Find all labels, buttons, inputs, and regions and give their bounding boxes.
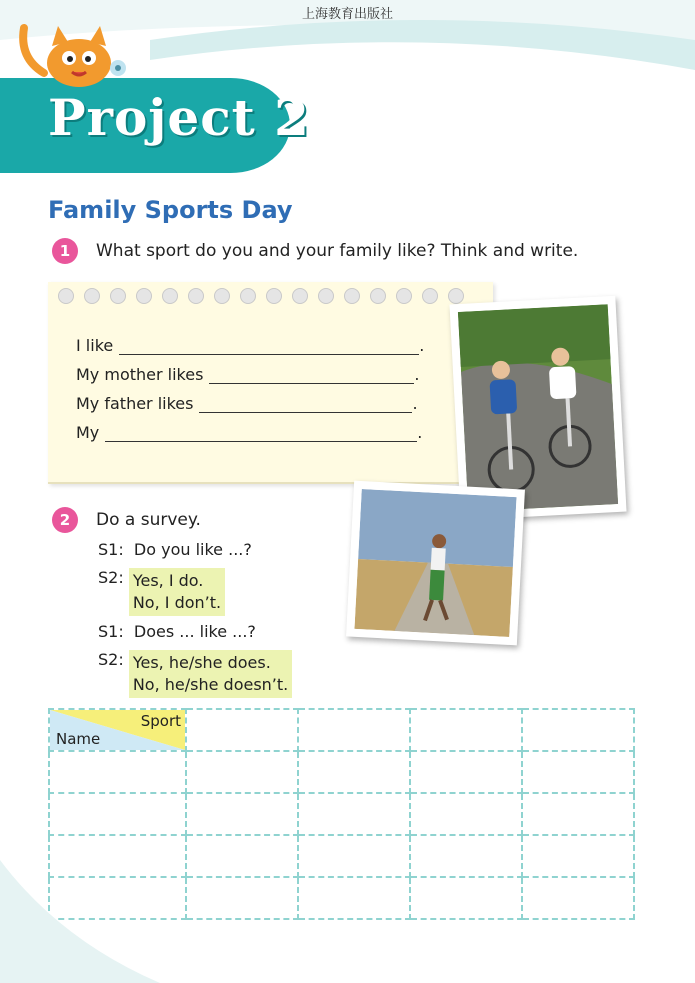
write-line-2[interactable]: My mother likes . <box>76 365 420 384</box>
step-badge-1: 1 <box>52 238 78 264</box>
dialog-s2-a1: S2: Yes, I do. No, I don’t. <box>98 568 225 616</box>
write-line-1[interactable]: I like . <box>76 336 425 355</box>
step-badge-2: 2 <box>52 507 78 533</box>
cat-mascot-icon <box>14 18 134 88</box>
section-title: Family Sports Day <box>48 196 293 224</box>
answer-highlight-1: Yes, I do. No, I don’t. <box>129 568 225 616</box>
publisher-name: 上海教育出版社 <box>301 7 393 22</box>
step1-instruction: What sport do you and your family like? Think and write. <box>96 241 579 261</box>
step2-instruction: Do a survey. <box>96 510 201 530</box>
dialog-s1-q1: S1: Do you like ...? <box>98 540 252 559</box>
dialog-s1-q2: S1: Does ... like ...? <box>98 622 256 641</box>
write-line-4[interactable]: My . <box>76 423 423 442</box>
answer-highlight-2: Yes, he/she does. No, he/she doesn’t. <box>129 650 292 698</box>
header-sport: Sport <box>140 712 181 730</box>
dialog-s2-a2: S2: Yes, he/she does. No, he/she doesn’t. <box>98 650 292 698</box>
page-title: Project 2 <box>48 88 310 147</box>
write-line-3[interactable]: My father likes . <box>76 394 418 413</box>
header-name: Name <box>56 730 101 748</box>
